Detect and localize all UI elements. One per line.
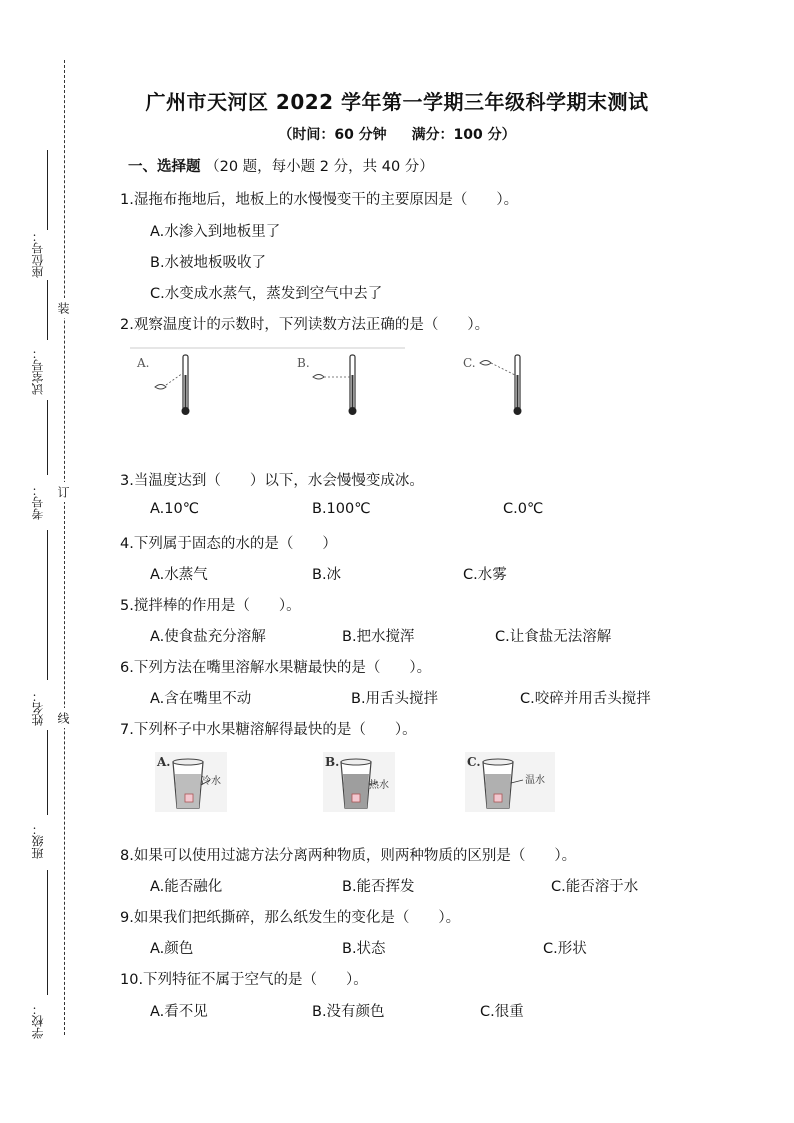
class-label: 班级：	[31, 823, 45, 859]
cup-c	[465, 752, 555, 812]
q1-option-b: B.水被地板吸收了	[150, 255, 267, 271]
question-4: 4.下列属于固态的水的是（ ）	[120, 536, 337, 552]
exam-room-label: 试室号：	[31, 347, 45, 395]
q6-option-b: B.用舌头搅拌	[351, 691, 439, 707]
section-note: （20 题，每小题 2 分，共 40 分）	[205, 159, 434, 175]
q2-label-a: A.	[137, 356, 150, 370]
q4-option-a: A.水蒸气	[150, 567, 208, 583]
binding-mark-xian: 线	[57, 708, 69, 728]
question-9: 9.如果我们把纸撕碎，那么纸发生的变化是（ ）。	[120, 910, 461, 926]
question-7: 7.下列杯子中水果糖溶解得最快的是（ ）。	[120, 722, 417, 738]
q6-option-c: C.咬碎并用舌头搅拌	[520, 691, 651, 707]
eye-icon	[155, 385, 166, 390]
exam-subtitle	[0, 124, 794, 144]
q7-cup-label-c: 温水	[525, 775, 545, 786]
binding-mark-ding: 订	[57, 482, 69, 502]
q7-cup-label-a: 冷水	[201, 776, 221, 787]
name-label: 姓名：	[31, 690, 45, 726]
section-title: 一、选择题	[128, 159, 201, 175]
q3-option-b: B.100℃	[312, 501, 371, 517]
q10-option-b: B.没有颜色	[312, 1004, 385, 1020]
thermometer-c	[463, 355, 522, 415]
q10-option-c: C.很重	[480, 1004, 524, 1020]
candy-icon	[352, 794, 360, 802]
school-label: 学校：	[31, 1003, 45, 1039]
q8-option-a: A.能否融化	[150, 879, 223, 895]
q5-option-c: C.让食盐无法溶解	[495, 629, 612, 645]
q4-option-c: C.水雾	[463, 567, 507, 583]
name-line	[47, 530, 48, 680]
q3-option-a: A.10℃	[150, 501, 200, 517]
q9-option-a: A.颜色	[150, 941, 194, 957]
seat-number-label: 座位号：	[31, 230, 45, 278]
question-6: 6.下列方法在嘴里溶解水果糖最快的是（ ）。	[120, 660, 432, 676]
eye-icon	[480, 361, 491, 366]
q2-label-c: C.	[463, 356, 476, 370]
q6-option-a: A.含在嘴里不动	[150, 691, 252, 707]
eye-icon	[313, 375, 324, 380]
exam-number-line	[47, 400, 48, 475]
q5-option-a: A.使食盐充分溶解	[150, 629, 266, 645]
q7-label-b: B.	[325, 755, 340, 769]
thermometer-a	[136, 355, 190, 415]
q7-cup-figure	[155, 750, 565, 815]
q10-option-a: A.看不见	[150, 1004, 208, 1020]
question-2: 2.观察温度计的示数时，下列读数方法正确的是（ ）。	[120, 317, 490, 333]
binding-mark-zhuang: 装	[57, 298, 69, 318]
q8-option-c: C.能否溶于水	[551, 879, 639, 895]
binding-dashed-line	[64, 60, 65, 1035]
q7-label-a: A.	[157, 755, 171, 769]
question-5: 5.搅拌棒的作用是（ ）。	[120, 598, 301, 614]
question-10: 10.下列特征不属于空气的是（ ）。	[120, 972, 368, 988]
exam-number-label: 考号：	[31, 484, 45, 520]
q2-thermometer-figure	[105, 345, 535, 425]
exam-title: 广州市天河区 2022 学年第一学期三年级科学期末测试	[145, 90, 649, 114]
cup-b	[323, 752, 395, 812]
school-line	[47, 870, 48, 995]
q7-label-c: C.	[467, 755, 481, 769]
candy-icon	[185, 794, 193, 802]
q1-option-a: A.水渗入到地板里了	[150, 224, 281, 240]
section-heading	[128, 155, 434, 176]
q1-option-c: C.水变成水蒸气，蒸发到空气中去了	[150, 286, 383, 302]
question-8: 8.如果可以使用过滤方法分离两种物质，则两种物质的区别是（ ）。	[120, 848, 577, 864]
q9-option-c: C.形状	[543, 941, 587, 957]
q2-label-b: B.	[297, 356, 310, 370]
class-line	[47, 730, 48, 815]
q9-option-b: B.状态	[342, 941, 386, 957]
q3-option-c: C.0℃	[503, 501, 544, 517]
q8-option-b: B.能否挥发	[342, 879, 415, 895]
exam-room-line	[47, 280, 48, 340]
thermometer-b	[297, 355, 357, 415]
cup-a	[155, 752, 227, 812]
exam-time: （时间：60 分钟	[278, 127, 387, 143]
q4-option-b: B.冰	[312, 567, 342, 583]
question-1: 1.湿拖布拖地后，地板上的水慢慢变干的主要原因是（ ）。	[120, 192, 519, 208]
candy-icon	[494, 794, 502, 802]
q5-option-b: B.把水搅浑	[342, 629, 415, 645]
q7-cup-label-b: 热水	[369, 780, 389, 791]
question-3: 3.当温度达到（ ）以下，水会慢慢变成冰。	[120, 473, 424, 489]
seat-number-line	[47, 150, 48, 230]
exam-score: 满分：100 分）	[411, 127, 516, 143]
